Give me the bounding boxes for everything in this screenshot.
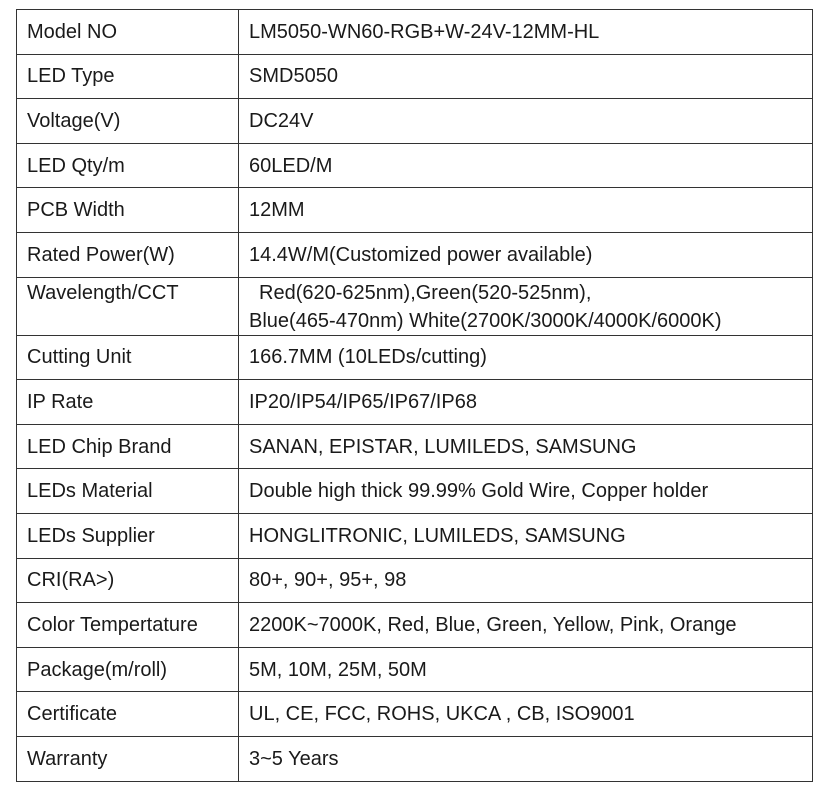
row-label: LEDs Supplier [17,513,239,558]
table-row [17,692,813,737]
row-label: Cutting Unit [17,335,239,380]
table-row [17,54,813,99]
table-row [17,558,813,603]
row-value: 14.4W/M(Customized power available) [239,232,813,277]
row-label: Wavelength/CCT [17,277,239,335]
row-label: Certificate [17,692,239,737]
table-row [17,143,813,188]
row-label: Warranty [17,736,239,781]
row-value: LM5050-WN60-RGB+W-24V-12MM-HL [239,10,813,55]
row-value: 2200K~7000K, Red, Blue, Green, Yellow, Pink, Orange [239,603,813,648]
row-label: LED Type [17,54,239,99]
table-row [17,277,813,335]
row-value: 5M, 10M, 25M, 50M [239,647,813,692]
row-label: LEDs Material [17,469,239,514]
row-label: Rated Power(W) [17,232,239,277]
table-row [17,10,813,55]
table-row [17,232,813,277]
row-label: Color Tempertature [17,603,239,648]
row-label: Voltage(V) [17,99,239,144]
row-label: Model NO [17,10,239,55]
row-label: CRI(RA>) [17,558,239,603]
row-label: PCB Width [17,188,239,233]
table-row [17,424,813,469]
table-row [17,513,813,558]
row-value: Double high thick 99.99% Gold Wire, Copper holder [239,469,813,514]
row-value: 60LED/M [239,143,813,188]
table-row [17,335,813,380]
row-label: Package(m/roll) [17,647,239,692]
row-value: 12MM [239,188,813,233]
wavelength-line-2: Blue(465-470nm) White(2700K/3000K/4000K/6000K) [249,309,722,332]
wavelength-line-1: Red(620-625nm),Green(520-525nm), [259,281,592,304]
row-value: 3~5 Years [239,736,813,781]
row-value: 166.7MM (10LEDs/cutting) [239,335,813,380]
row-value: UL, CE, FCC, ROHS, UKCA , CB, ISO9001 [239,692,813,737]
table-row [17,647,813,692]
table-row [17,99,813,144]
row-value: DC24V [239,99,813,144]
table-row [17,736,813,781]
row-label: LED Chip Brand [17,424,239,469]
row-value: IP20/IP54/IP65/IP67/IP68 [239,380,813,425]
row-value: SMD5050 [239,54,813,99]
row-value: HONGLITRONIC, LUMILEDS, SAMSUNG [239,513,813,558]
table-row [17,603,813,648]
spec-table [16,9,813,782]
table-row [17,380,813,425]
row-value: SANAN, EPISTAR, LUMILEDS, SAMSUNG [239,424,813,469]
row-value: 80+, 90+, 95+, 98 [239,558,813,603]
table-row [17,188,813,233]
row-label: IP Rate [17,380,239,425]
row-value-multiline [239,277,813,335]
row-label: LED Qty/m [17,143,239,188]
table-row [17,469,813,514]
